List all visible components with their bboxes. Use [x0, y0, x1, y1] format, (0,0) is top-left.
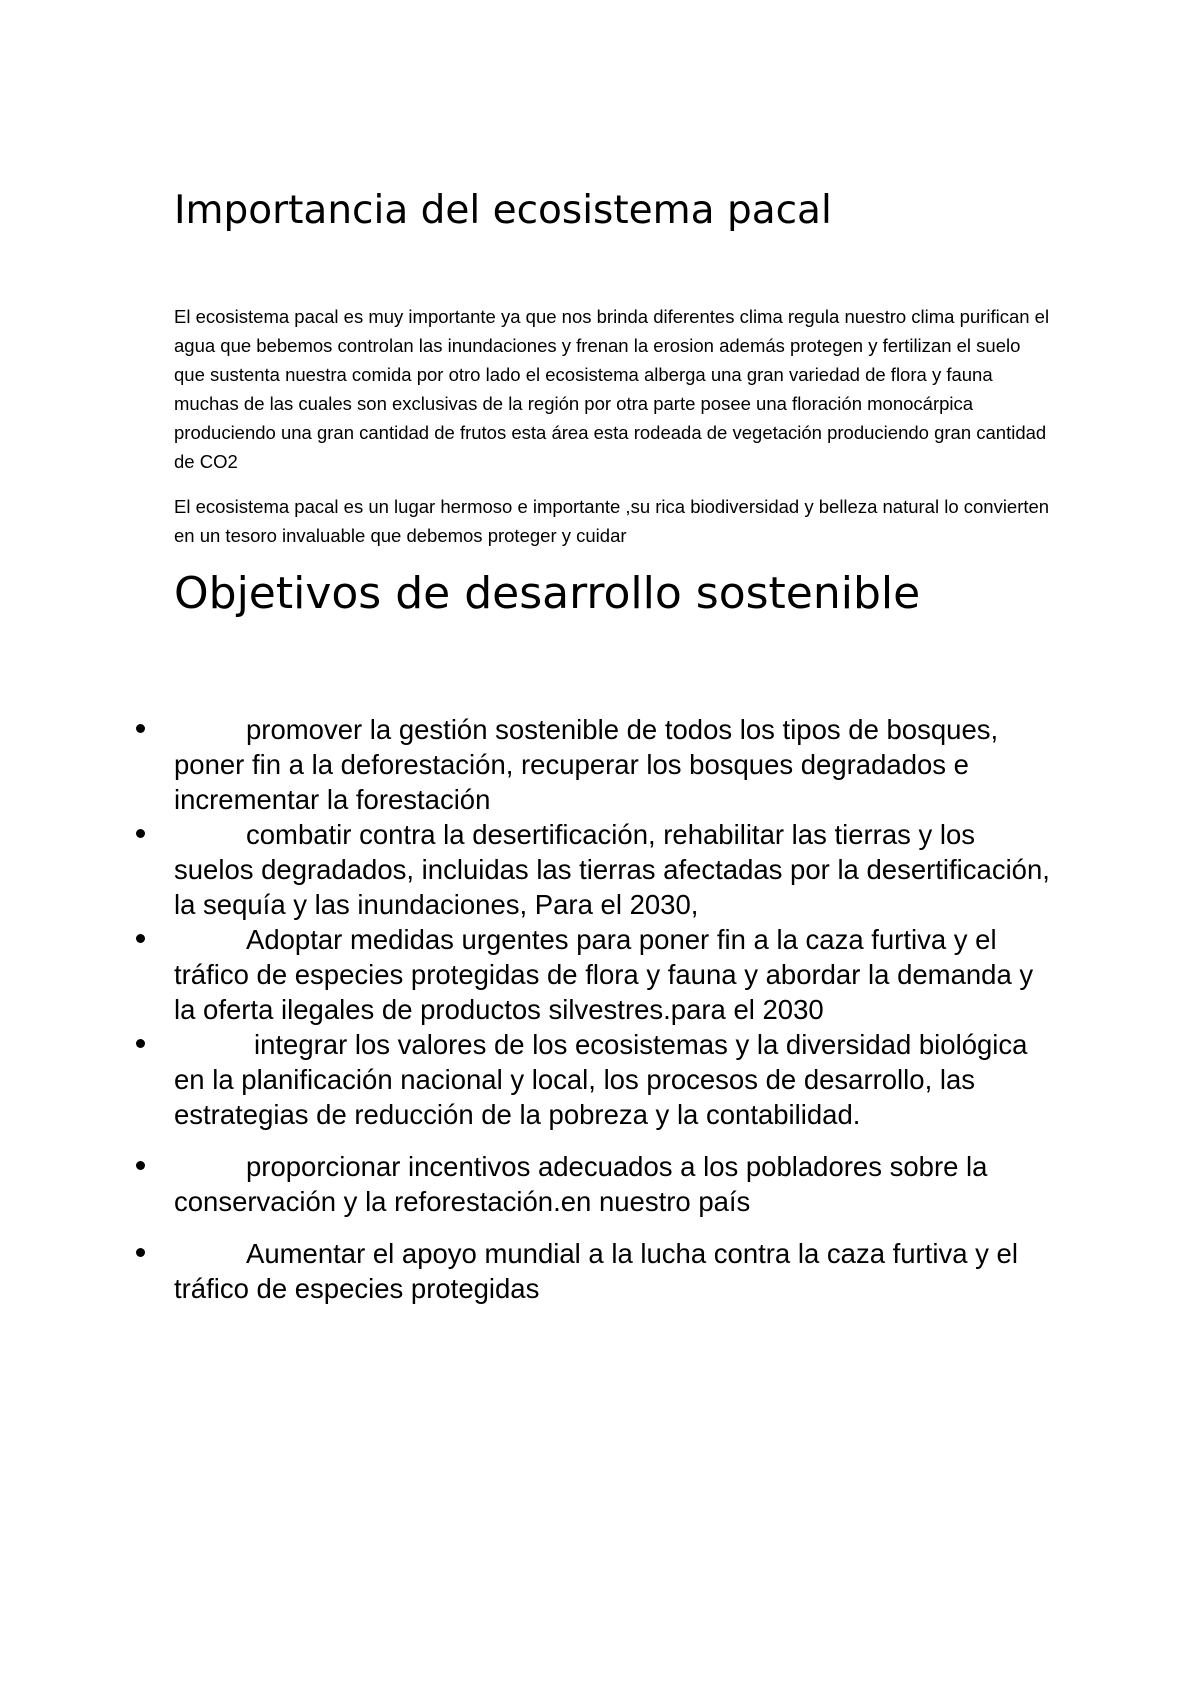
- list-item: [174, 712, 1054, 817]
- bullet-icon: [136, 1161, 145, 1170]
- intro-paragraph: El ecosistema pacal es muy importante ya que nos brinda diferentes clima regula nuestro clima purifican el agua que bebemos controlan las inundaciones y frenan la erosion además protegen y fertilizan el suelo que sustenta nuestra comida por otro lado el ecosistema alberga una gran variedad de flora y fauna muchas de las cuales son exclusivas de la región por otra parte posee una floración monocárpica produciendo una gran cantidad de frutos esta área esta rodeada de vegetación produciendo gran cantidad de CO2: [174, 306, 1050, 472]
- objectives-list: [174, 712, 1054, 1306]
- list-item-text: Adoptar medidas urgentes para poner fin a la caza furtiva y el tráfico de especies protegidas de flora y fauna y abordar la demanda y la oferta ilegales de productos silvestres.para el 2030: [174, 924, 1034, 1025]
- document-title: Importancia del ecosistema pacal: [174, 188, 832, 233]
- list-item-text: promover la gestión sostenible de todos los tipos de bosques, poner fin a la deforestación, recuperar los bosques degradados e incrementar la forestación: [174, 714, 999, 815]
- list-item: [174, 817, 1054, 922]
- list-item: [174, 922, 1054, 1027]
- list-item: [174, 1236, 1054, 1306]
- bullet-icon: [136, 1039, 145, 1048]
- bullet-icon: [136, 1248, 145, 1257]
- list-item-text: combatir contra la desertificación, rehabilitar las tierras y los suelos degradados, incluidas las tierras afectadas por la desertificación, la sequía y las inundaciones, Para el 2030,: [174, 819, 1050, 920]
- bullet-icon: [136, 934, 145, 943]
- section-title: Objetivos de desarrollo sostenible: [174, 568, 921, 619]
- closing-paragraph: El ecosistema pacal es un lugar hermoso e importante ,su rica biodiversidad y belleza natural lo convierten en un tesoro invaluable que debemos proteger y cuidar: [174, 496, 1050, 546]
- bullet-icon: [136, 829, 145, 838]
- list-item: [174, 1027, 1054, 1132]
- list-item-text: Aumentar el apoyo mundial a la lucha contra la caza furtiva y el tráfico de especies protegidas: [174, 1238, 1018, 1304]
- list-item: [174, 1149, 1054, 1219]
- list-item-text: integrar los valores de los ecosistemas y la diversidad biológica en la planificación nacional y local, los procesos de desarrollo, las estrategias de reducción de la pobreza y la contabilidad.: [174, 1029, 1028, 1130]
- list-item-text: proporcionar incentivos adecuados a los pobladores sobre la conservación y la reforestación.en nuestro país: [174, 1151, 988, 1217]
- bullet-icon: [136, 724, 145, 733]
